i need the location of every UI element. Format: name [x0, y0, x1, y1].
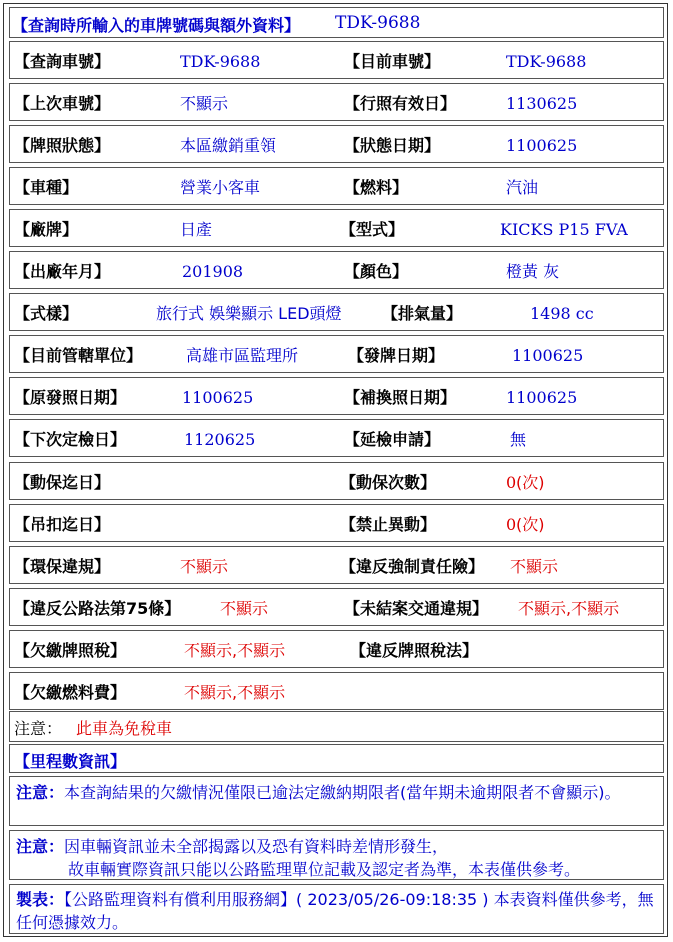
field-label: 【未結案交通違規】	[344, 598, 489, 618]
field-label: 【違反強制責任險】	[340, 556, 485, 576]
field-label: 【燃料】	[344, 178, 409, 198]
field-label: 【顏色】	[344, 262, 409, 282]
info-row	[9, 504, 664, 542]
field-label: 【車種】	[14, 178, 79, 198]
field-label: 【動保次數】	[340, 472, 437, 492]
field-value: 不顯示	[180, 556, 229, 576]
info-row	[9, 462, 664, 500]
footer-label: 製表：	[16, 890, 65, 909]
field-value: 日產	[180, 220, 213, 240]
field-label: 【動保迄日】	[14, 472, 111, 492]
field-label: 【禁止異動】	[340, 514, 437, 534]
mileage-title: 【里程數資訊】	[14, 752, 127, 771]
field-label: 【原發照日期】	[14, 388, 127, 408]
field-label: 【欠繳牌照稅】	[14, 640, 127, 660]
info-row	[9, 125, 664, 163]
info-row	[9, 41, 664, 79]
info-row	[9, 293, 664, 331]
field-value: 1498 cc	[530, 304, 594, 324]
field-label: 【狀態日期】	[344, 136, 441, 156]
field-value: 不顯示,不顯示	[184, 640, 286, 660]
field-unit: (次)	[516, 472, 545, 492]
field-label: 【吊扣迄日】	[14, 514, 111, 534]
field-value: 1130625	[506, 94, 578, 114]
footer-text: 【公路監理資料有償利用服務網】( 2023/05/26-09:18:35 ) 本表資料僅供參考，無任何憑據效力。	[16, 890, 654, 932]
field-label: 【補換照日期】	[344, 388, 457, 408]
note2-line2: 故車輛實際資訊只能以公路監理單位記載及認定者為準，本表僅供參考。	[68, 860, 581, 879]
field-label: 【發牌日期】	[348, 346, 445, 366]
field-value: 1100625	[506, 136, 578, 156]
info-row	[9, 209, 664, 247]
field-value: 本區繳銷重領	[180, 136, 277, 156]
report-frame	[3, 3, 668, 937]
field-value: 不顯示,不顯示	[518, 598, 620, 618]
field-label: 【型式】	[340, 220, 405, 240]
header-plate: TDK-9688	[335, 13, 421, 33]
field-value: 不顯示	[510, 556, 559, 576]
footer	[16, 888, 657, 934]
field-value: 201908	[182, 262, 244, 282]
field-value: 旅行式 娛樂顯示 LED頭燈	[156, 304, 342, 324]
field-value: 1100625	[506, 388, 578, 408]
note2-line1: 因車輛資訊並未全部揭露以及恐有資料時差情形發生，	[64, 837, 449, 856]
field-label: 【下次定檢日】	[14, 430, 127, 450]
field-label: 【違反牌照稅法】	[350, 640, 479, 660]
field-label: 【延檢申請】	[344, 430, 441, 450]
field-label: 【違反公路法第75條】	[14, 598, 181, 618]
field-value: 汽油	[506, 178, 539, 198]
field-value: TDK-9688	[180, 52, 261, 71]
field-label: 【環保違規】	[14, 556, 111, 576]
field-value: 不顯示	[180, 94, 229, 114]
info-row	[9, 377, 664, 415]
info-row	[9, 419, 664, 457]
field-unit: (次)	[516, 514, 545, 534]
field-label: 【目前管轄單位】	[14, 346, 143, 366]
field-value: 0	[506, 514, 517, 534]
note1-label: 注意：	[16, 783, 65, 802]
info-row	[9, 630, 664, 668]
tax-note-text: 此車為免稅車	[76, 719, 173, 738]
field-value: 高雄市區監理所	[186, 346, 299, 366]
footer-box	[9, 884, 664, 934]
field-label: 【行照有效日】	[344, 94, 457, 114]
info-row	[9, 167, 664, 205]
note1	[16, 781, 657, 804]
field-label: 【牌照狀態】	[14, 136, 111, 156]
field-value: 營業小客車	[180, 178, 261, 198]
info-row	[9, 588, 664, 626]
field-value: 不顯示	[220, 598, 269, 618]
note2	[16, 835, 657, 881]
info-row	[9, 251, 664, 289]
info-row	[9, 546, 664, 584]
info-row	[9, 672, 664, 710]
note2-label: 注意：	[16, 837, 65, 856]
note1-box	[9, 776, 664, 826]
field-label: 【式樣】	[14, 304, 79, 324]
info-row	[9, 335, 664, 373]
field-label: 【排氣量】	[382, 304, 463, 324]
header-box	[9, 7, 664, 38]
field-label: 【上次車號】	[14, 94, 111, 114]
field-label: 【欠繳燃料費】	[14, 682, 127, 702]
field-value: 不顯示,不顯示	[184, 682, 286, 702]
field-label: 【查詢車號】	[14, 52, 111, 71]
field-value: 1120625	[184, 430, 256, 450]
note2-box	[9, 830, 664, 880]
field-label: 【廠牌】	[14, 220, 79, 240]
field-value: 無	[510, 430, 527, 450]
field-label: 【目前車號】	[344, 52, 441, 71]
header-title: 【查詢時所輸入的車牌號碼與額外資料】	[12, 16, 301, 35]
tax-note-label: 注意：	[14, 719, 63, 738]
field-value: 0	[506, 472, 517, 492]
info-row	[9, 83, 664, 121]
note1-text: 本查詢結果的欠繳情況僅限已逾法定繳納期限者(當年期未逾期限者不會顯示)。	[64, 783, 621, 802]
field-value: 1100625	[182, 388, 254, 408]
mileage-box	[9, 744, 664, 773]
field-label: 【出廠年月】	[14, 262, 111, 282]
field-value: TDK-9688	[506, 52, 587, 71]
tax-note-box	[9, 711, 664, 742]
field-value: KICKS P15 FVA	[500, 220, 628, 240]
field-value: 橙黃 灰	[506, 262, 560, 282]
field-value: 1100625	[512, 346, 584, 366]
